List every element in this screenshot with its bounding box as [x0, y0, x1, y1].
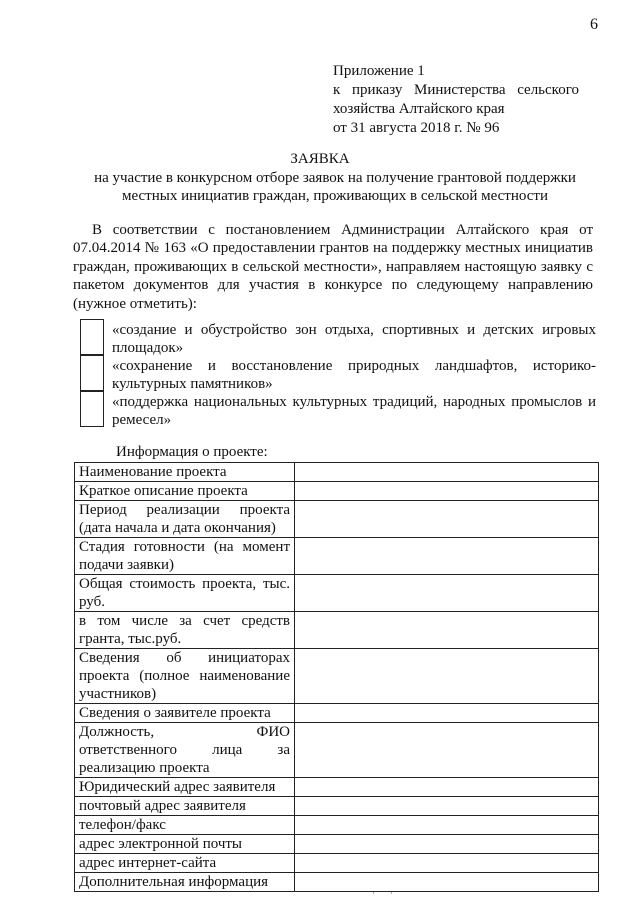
table-row — [75, 873, 599, 892]
field-value[interactable] — [295, 704, 599, 723]
table-row — [75, 575, 599, 612]
field-label: в том числе за счет средств гранта, тыс.руб. — [75, 612, 295, 649]
field-label: Общая стоимость проекта, тыс. руб. — [75, 575, 295, 612]
field-value[interactable] — [295, 482, 599, 501]
document-title: ЗАЯВКА — [290, 151, 350, 167]
field-value[interactable] — [295, 816, 599, 835]
field-label: Дополнительная информация — [75, 873, 295, 892]
intro-text — [73, 221, 593, 313]
appendix-line-1: Приложение 1 — [333, 63, 425, 79]
field-label: Наименование проекта — [75, 463, 295, 482]
page-number: 6 — [590, 16, 598, 33]
field-label: Период реализации проекта (дата начала и дата окончания) — [75, 501, 295, 538]
table-row — [75, 854, 599, 873]
table-row — [75, 835, 599, 854]
table-row — [75, 649, 599, 704]
field-value[interactable] — [295, 835, 599, 854]
field-label: Должность, ФИО ответственного лица за реализацию проекта — [75, 723, 295, 778]
project-info-table — [74, 462, 599, 892]
field-label: Краткое описание проекта — [75, 482, 295, 501]
direction-checkbox-3[interactable] — [80, 391, 104, 427]
field-value[interactable] — [295, 797, 599, 816]
table-row — [75, 797, 599, 816]
field-label: адрес электронной почты — [75, 835, 295, 854]
field-label: Сведения об инициаторах проекта (полное наименование участников) — [75, 649, 295, 704]
table-row — [75, 704, 599, 723]
field-value[interactable] — [295, 463, 599, 482]
scan-mark: · — [390, 888, 393, 898]
field-label: Юридический адрес заявителя — [75, 778, 295, 797]
direction-checkbox-2[interactable] — [80, 355, 104, 391]
field-label: Сведения о заявителе проекта — [75, 704, 295, 723]
appendix-line-4: от 31 августа 2018 г. № 96 — [333, 120, 500, 136]
intro-paragraph: В соответствии с постановлением Администрации Алтайского края от 07.04.2014 № 163 «О предоставлении грантов на поддержку местных инициатив граждан, проживающих в сельской местности», направляем настоящую заявку с пакетом документов для участия в конкурсе по следующему направлению (нужное отметить): — [73, 222, 593, 312]
table-row — [75, 816, 599, 835]
appendix-line-2 — [333, 81, 579, 100]
table-row — [75, 501, 599, 538]
direction-label-2: «сохранение и восстановление природных ландшафтов, историко-культурных памятников» — [112, 358, 596, 392]
field-label: телефон/факс — [75, 816, 295, 835]
field-label: почтовый адрес заявителя — [75, 797, 295, 816]
field-value[interactable] — [295, 778, 599, 797]
field-value[interactable] — [295, 538, 599, 575]
table-row — [75, 778, 599, 797]
field-value[interactable] — [295, 723, 599, 778]
appendix-word: сельского — [517, 82, 579, 98]
table-row — [75, 723, 599, 778]
direction-label-1: «создание и обустройство зон отдыха, спортивных и детских игровых площадок» — [112, 322, 596, 356]
appendix-word: приказу — [351, 82, 403, 98]
direction-checkbox-1[interactable] — [80, 319, 104, 355]
field-label: адрес интернет-сайта — [75, 854, 295, 873]
subtitle-line-1: на участие в конкурсном отборе заявок на получение грантовой поддержки — [94, 170, 576, 186]
table-row — [75, 612, 599, 649]
field-value[interactable] — [295, 501, 599, 538]
field-value[interactable] — [295, 575, 599, 612]
field-value[interactable] — [295, 649, 599, 704]
field-label: Стадия готовности (на момент подачи заявки) — [75, 538, 295, 575]
table-row — [75, 463, 599, 482]
scan-mark: · — [372, 888, 375, 898]
appendix-header — [333, 62, 579, 138]
direction-label-3: «поддержка национальных культурных традиций, народных промыслов и ремесел» — [112, 394, 596, 428]
project-info-heading: Информация о проекте: — [116, 444, 268, 460]
field-value[interactable] — [295, 854, 599, 873]
document-subtitle — [60, 169, 610, 205]
appendix-line-3: хозяйства Алтайского края — [333, 101, 505, 117]
field-value[interactable] — [295, 612, 599, 649]
field-value[interactable] — [295, 873, 599, 892]
appendix-word: Министерства — [414, 82, 506, 98]
subtitle-line-2: местных инициатив граждан, проживающих в сельской местности — [121, 188, 549, 204]
table-row — [75, 482, 599, 501]
table-row — [75, 538, 599, 575]
appendix-word: к — [333, 82, 341, 98]
